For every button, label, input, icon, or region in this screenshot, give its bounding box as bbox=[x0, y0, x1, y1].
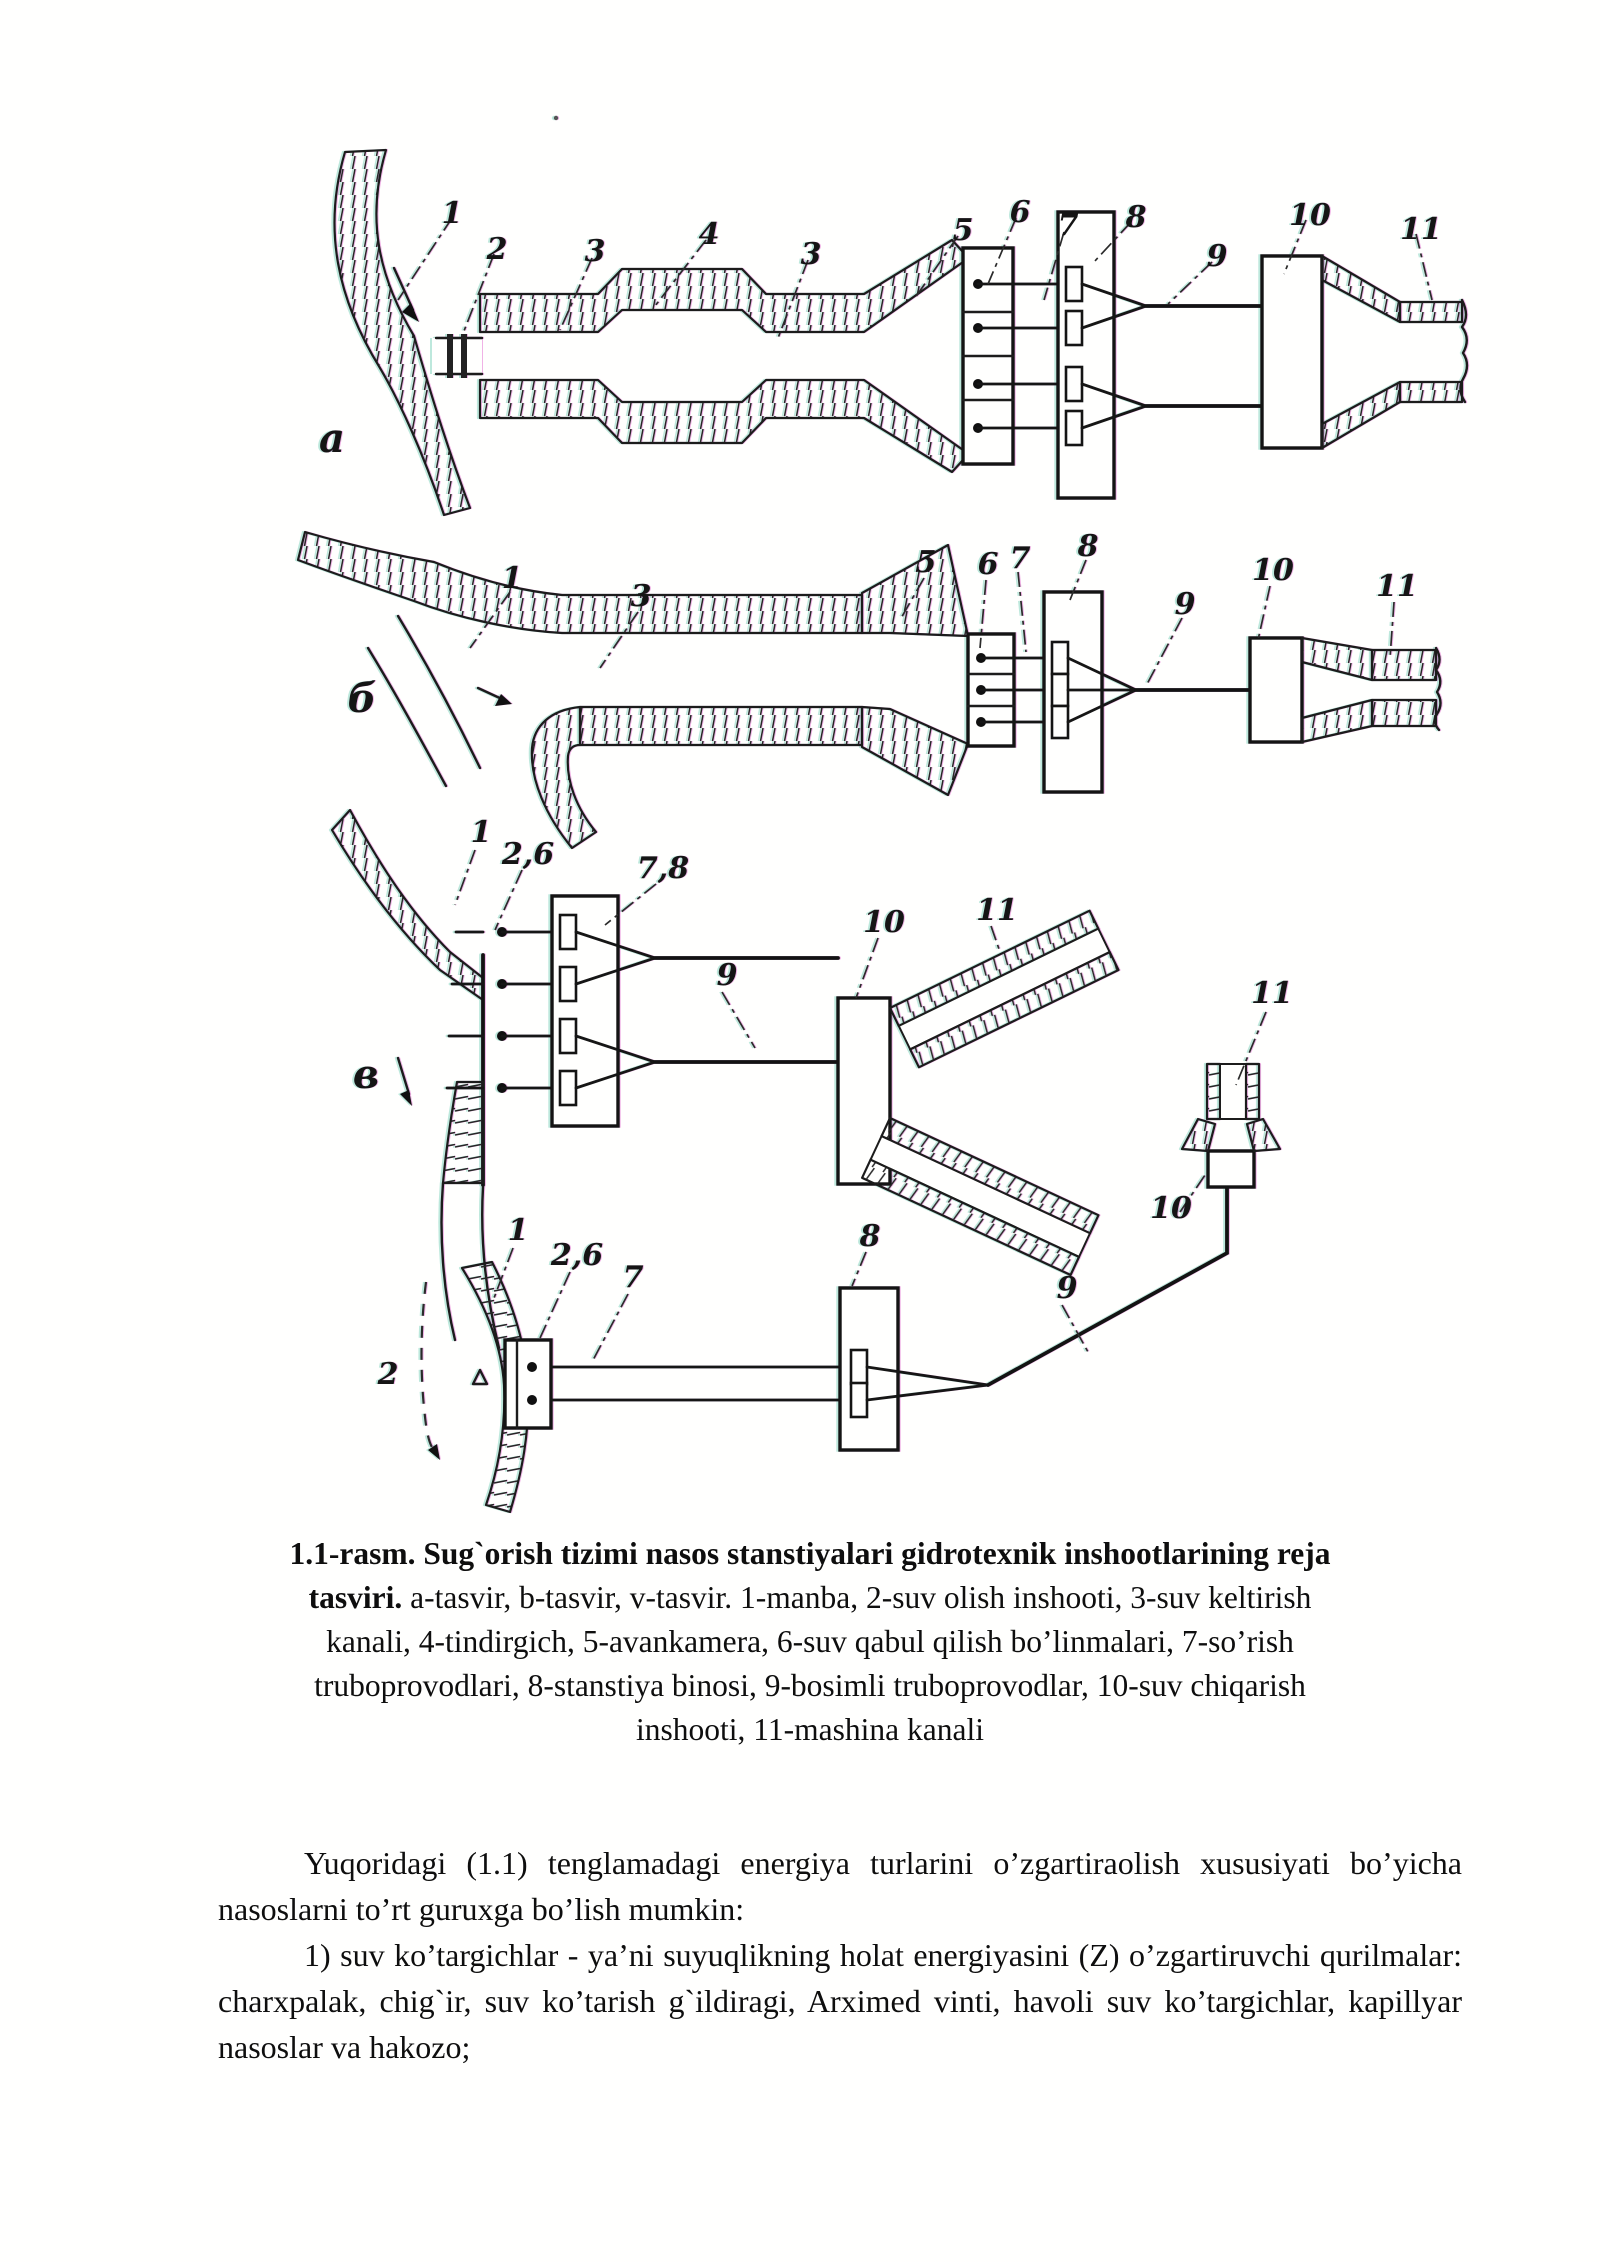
panel-g-diagram bbox=[377, 976, 1293, 1512]
machine-canal bbox=[1400, 302, 1462, 322]
callout-suction: 7 bbox=[1057, 208, 1079, 243]
callout-intake-2: 2 bbox=[377, 1357, 399, 1392]
panel-a-diagram bbox=[319, 116, 1467, 515]
suction-pipes bbox=[502, 932, 552, 1088]
panel-a-tag: a bbox=[319, 415, 345, 462]
callout-suction: 7 bbox=[622, 1260, 644, 1295]
figure-caption bbox=[170, 1532, 1450, 1752]
scan-speck bbox=[554, 116, 558, 120]
outlet-structure bbox=[1250, 638, 1302, 742]
river-branch bbox=[368, 616, 480, 786]
callout-settler: 4 bbox=[698, 217, 720, 252]
paragraph-intro: Yuqoridagi (1.1) tenglamadagi energiya turlarini o’zgartiraolish xususiyati bo’yicha nasoslarni to’rt guruxga bo’lish mumkin: bbox=[218, 1845, 1462, 1927]
callout-avankamera: 5 bbox=[952, 213, 974, 248]
caption-line-5: inshooti, 11-mashina kanali bbox=[636, 1712, 984, 1747]
machine-canal bbox=[1372, 650, 1436, 680]
callout-machine-canal: 11 bbox=[1400, 212, 1442, 247]
callout-source: 1 bbox=[507, 1213, 529, 1248]
callout-canal: 3 bbox=[584, 234, 606, 269]
callout-suction: 7 bbox=[1009, 541, 1031, 576]
machine-canal bbox=[1207, 1064, 1220, 1119]
callout-avankamera: 5 bbox=[915, 545, 937, 580]
pressure-pipelines bbox=[1146, 306, 1262, 406]
intake-structure bbox=[505, 1340, 551, 1428]
callout-machine-canal: 11 bbox=[976, 893, 1018, 928]
callout-outlet: 10 bbox=[1150, 1191, 1192, 1226]
river-canal-top-bank bbox=[298, 532, 862, 633]
callout-intake: 2,6 bbox=[501, 837, 555, 872]
bank-wedge bbox=[443, 1082, 483, 1183]
pressure-pipelines bbox=[655, 958, 838, 1062]
caption-line-1: 1.1-rasm. Sug`orish tizimi nasos stanstiyalari gidrotexnik inshootlarining reja bbox=[289, 1536, 1331, 1571]
flow-arrowhead bbox=[400, 1090, 412, 1106]
callout-intake-block: 6 bbox=[977, 547, 999, 582]
callout-station: 7,8 bbox=[636, 851, 690, 886]
callout-station: 8 bbox=[859, 1219, 881, 1254]
body-text bbox=[218, 1840, 1462, 2070]
caption-line-4: truboprovodlari, 8-stanstiya binosi, 9-bosimli truboprovodlar, 10-suv chiqarish bbox=[314, 1668, 1306, 1703]
panel-b-diagram bbox=[298, 529, 1441, 848]
callout-station: 8 bbox=[1077, 529, 1099, 564]
callout-canal: 3 bbox=[630, 579, 652, 614]
panel-b-tag: б bbox=[347, 675, 377, 722]
flow-arrow bbox=[398, 1058, 409, 1094]
canal-top-bank bbox=[480, 240, 963, 332]
intake-gate bbox=[461, 334, 467, 378]
canal-bottom-bank bbox=[580, 707, 862, 745]
intake-channel bbox=[432, 338, 482, 374]
callout-intake: 2 bbox=[486, 232, 508, 267]
machine-canal-upper bbox=[890, 911, 1118, 1068]
machine-canal-lower bbox=[862, 1118, 1098, 1275]
callout-machine-canal: 11 bbox=[1376, 569, 1418, 604]
callout-machine-canal: 11 bbox=[1251, 976, 1293, 1011]
callout-intake-block: 6 bbox=[1009, 195, 1031, 230]
intake-gate bbox=[447, 334, 453, 378]
callout-canal-2: 3 bbox=[800, 237, 822, 272]
paragraph-item-1: 1) suv ko’targichlar - ya’ni suyuqlikning holat energiyasini (Z) o’zgartiruvchi qurilmalar: charxpalak, chig`ir, suv ko’tarish g`ildiragi, Arximed vinti, havoli suv ko’targichlar, kapillyar nasoslar va hakozo; bbox=[218, 1937, 1462, 2065]
callout-station: 8 bbox=[1125, 200, 1147, 235]
outlet-structure bbox=[1262, 256, 1322, 448]
callout-source: 1 bbox=[441, 196, 463, 231]
dashed-arrowhead bbox=[428, 1444, 440, 1460]
callout-pressure: 9 bbox=[1056, 1271, 1078, 1306]
callout-outlet: 10 bbox=[1289, 198, 1331, 233]
caption-line-3: kanali, 4-tindirgich, 5-avankamera, 6-suv qabul qilish bo’linmalari, 7-so’rish bbox=[326, 1624, 1294, 1659]
outlet-structure bbox=[1208, 1151, 1254, 1187]
callout-outlet: 10 bbox=[1252, 553, 1294, 588]
callout-intake: 2,6 bbox=[550, 1238, 604, 1273]
far-bank-dashed bbox=[422, 1282, 437, 1452]
bench-mark-triangle bbox=[473, 1370, 487, 1384]
callout-pressure: 9 bbox=[1174, 587, 1196, 622]
callout-source: 1 bbox=[501, 561, 523, 596]
station-building bbox=[1058, 212, 1114, 498]
callout-pressure: 9 bbox=[716, 958, 738, 993]
suction-pipes bbox=[551, 1367, 840, 1400]
callout-source: 1 bbox=[470, 815, 492, 850]
callout-outlet: 10 bbox=[863, 905, 905, 940]
river-band bbox=[332, 810, 483, 1000]
canal-bottom-bank bbox=[480, 380, 963, 472]
callout-pressure: 9 bbox=[1206, 239, 1228, 274]
panel-v-tag: в bbox=[352, 1051, 380, 1098]
caption-line-2: tasviri. a-tasvir, b-tasvir, v-tasvir. 1-manba, 2-suv olish inshooti, 3-suv keltirish bbox=[308, 1580, 1312, 1615]
panel-v-diagram bbox=[332, 810, 1118, 1348]
